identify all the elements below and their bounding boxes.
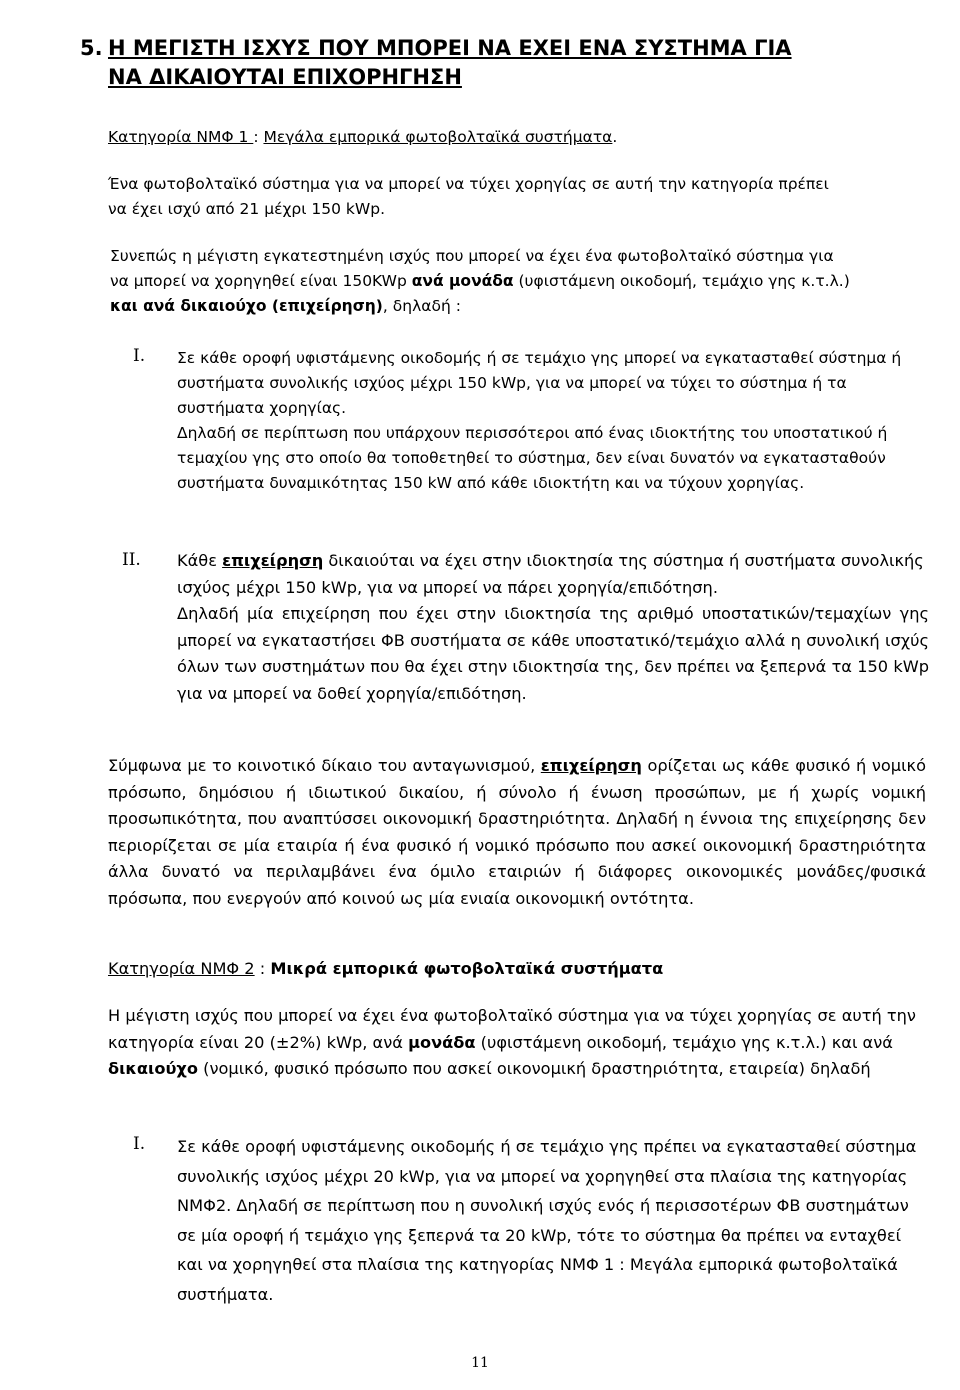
section-heading: [80, 34, 900, 92]
competition-law-paragraph: Σύμφωνα με το κοινοτικό δίκαιο του ανταγωνισμού, επιχείρηση ορίζεται ως κάθε φυσικό ή νομικό πρόσωπο, δημόσιου ή ιδιωτικού δικαίου, ή σύνολο ή ένωση προσώπων, με ή χωρίς νομική προσωπικότητα, που αναπτύσσει οικονομική δραστηριότητα. Δηλαδή η έννοια της επιχείρησης δεν περιορίζεται σε μία εταιρία ή ένα φυσικό ή νομικό πρόσωπο που ασκεί οικονομική δραστηριότητα άλλα δυνατό να περιλαμβάνει ένα όμιλο εταιριών ή διάφορες οικονομικές μονάδες/φυσικά πρόσωπα, που ενεργούν από κοινού ως μία ενιαία οικονομική οντότητα.: [108, 756, 926, 908]
cat2-item1-text: Σε κάθε οροφή υφιστάμενης οικοδομής ή σε τεμάχιο γης πρέπει να εγκατασταθεί σύστημα συνολικής ισχύος μέχρι 20 kWp, για να μπορεί να χορηγηθεί στα πλαίσια της κατηγορίας ΝΜΦ2. Δηλαδή σε περίπτωση που η συνολική ισχύς ενός ή περισσοτέρων ΦΒ συστημάτων σε μία οροφή ή τεμάχιο γης ξεπερνά τα 20 kWp, τότε το σύστημα θα πρέπει να ενταχθεί και να χορηγηθεί στα πλαίσια της κατηγορίας ΝΜΦ 1 : Μεγάλα εμπορικά φωτοβολταϊκά συστήματα.: [177, 1137, 917, 1304]
cat1-item1-text: Σε κάθε οροφή υφιστάμενης οικοδομής ή σε τεμάχιο γης μπορεί να εγκατασταθεί σύστημα ή συστήματα συνολικής ισχύος μέχρι 150 kWp, για να μπορεί να τύχει το σύστημα ή τα συστήματα χορηγίας. Δηλαδή σε περίπτωση που υπάρχουν περισσότεροι από ένας ιδιοκτήτης του υποστατικού ή τεμαχίου γης στο οποίο θα τοποθετηθεί το σύστημα, δεν είναι δυνατόν να εγκατασταθούν συστήματα δυναμικότητας 150 kW από κάθε ιδιοκτήτη και να τύχουν χορηγίας.: [177, 349, 902, 492]
section-title-line1: Η ΜΕΓΙΣΤΗ ΙΣΧΥΣ ΠΟΥ ΜΠΟΡΕΙ ΝΑ ΕΧΕΙ ΕΝΑ ΣΥΣΤΗΜΑ ΓΙΑ: [108, 36, 792, 60]
category-2-label: Κατηγορία ΝΜΦ 2: [108, 959, 255, 978]
page-number: 11: [471, 1355, 489, 1371]
cat2-item1-number: I.: [133, 1134, 146, 1154]
category-2-name: Μικρά εμπορικά φωτοβολταϊκά συστήματα: [270, 959, 664, 978]
section-title-line2: ΝΑ ΔΙΚΑΙΟΥΤΑΙ ΕΠΙΧΟΡΗΓΗΣΗ: [108, 65, 462, 89]
section-number: 5.: [80, 36, 103, 60]
category-2-heading: Κατηγορία ΝΜΦ 2 : Μικρά εμπορικά φωτοβολταϊκά συστήματα: [108, 959, 664, 978]
cat1-item2-number: II.: [122, 550, 141, 570]
cat1-item1-number: I.: [133, 346, 146, 366]
category-1-max-power: Συνεπώς η μέγιστη εγκατεστημένη ισχύς που μπορεί να έχει ένα φωτοβολταϊκό σύστημα για να μπορεί να χορηγηθεί είναι 150KWp ανά μονάδα (υφιστάμενη οικοδομή, τεμάχιο γης κ.τ.λ.) και ανά δικαιούχο (επιχείρηση), δηλαδή :: [110, 247, 850, 315]
category-1-label: Κατηγορία ΝΜΦ 1: [108, 128, 254, 146]
category-1-name: Μεγάλα εμπορικά φωτοβολταϊκά συστήματα: [263, 128, 613, 146]
category-2-paragraph: Η μέγιστη ισχύς που μπορεί να έχει ένα φωτοβολταϊκό σύστημα για να τύχει χορηγίας σε αυτή την κατηγορία είναι 20 (±2%) kWp, ανά μονάδα (υφιστάμενη οικοδομή, τεμάχιο γης κ.τ.λ.) και ανά δικαιούχο (νομικό, φυσικό πρόσωπο που ασκεί οικονομική δραστηριότητα, εταιρεία) δηλαδή: [108, 1006, 916, 1078]
category-1-heading: Κατηγορία ΝΜΦ 1 : Μεγάλα εμπορικά φωτοβολταϊκά συστήματα.: [108, 128, 618, 146]
category-1-intro: Ένα φωτοβολταϊκό σύστημα για να μπορεί να τύχει χορηγίας σε αυτή την κατηγορία πρέπει να έχει ισχύ από 21 μέχρι 150 kWp.: [108, 175, 829, 218]
cat1-item2-text: Κάθε επιχείρηση δικαιούται να έχει στην ιδιοκτησία της σύστημα ή συστήματα συνολικής ισχύος μέχρι 150 kWp, για να μπορεί να πάρει χορηγία/επιδότηση. Δηλαδή μία επιχείρηση που έχει στην ιδιοκτησία της αριθμό υποστατικών/τεμαχίων γης μπορεί να εγκαταστήσει ΦΒ συστήματα σε κάθε υποστατικό/τεμάχιο αλλά η συνολική ισχύς όλων των συστημάτων που θα έχει στην ιδιοκτησία της, δεν πρέπει να ξεπερνά τα 150 kWp για να μπορεί να δοθεί χορηγία/επιδότηση.: [177, 551, 929, 703]
